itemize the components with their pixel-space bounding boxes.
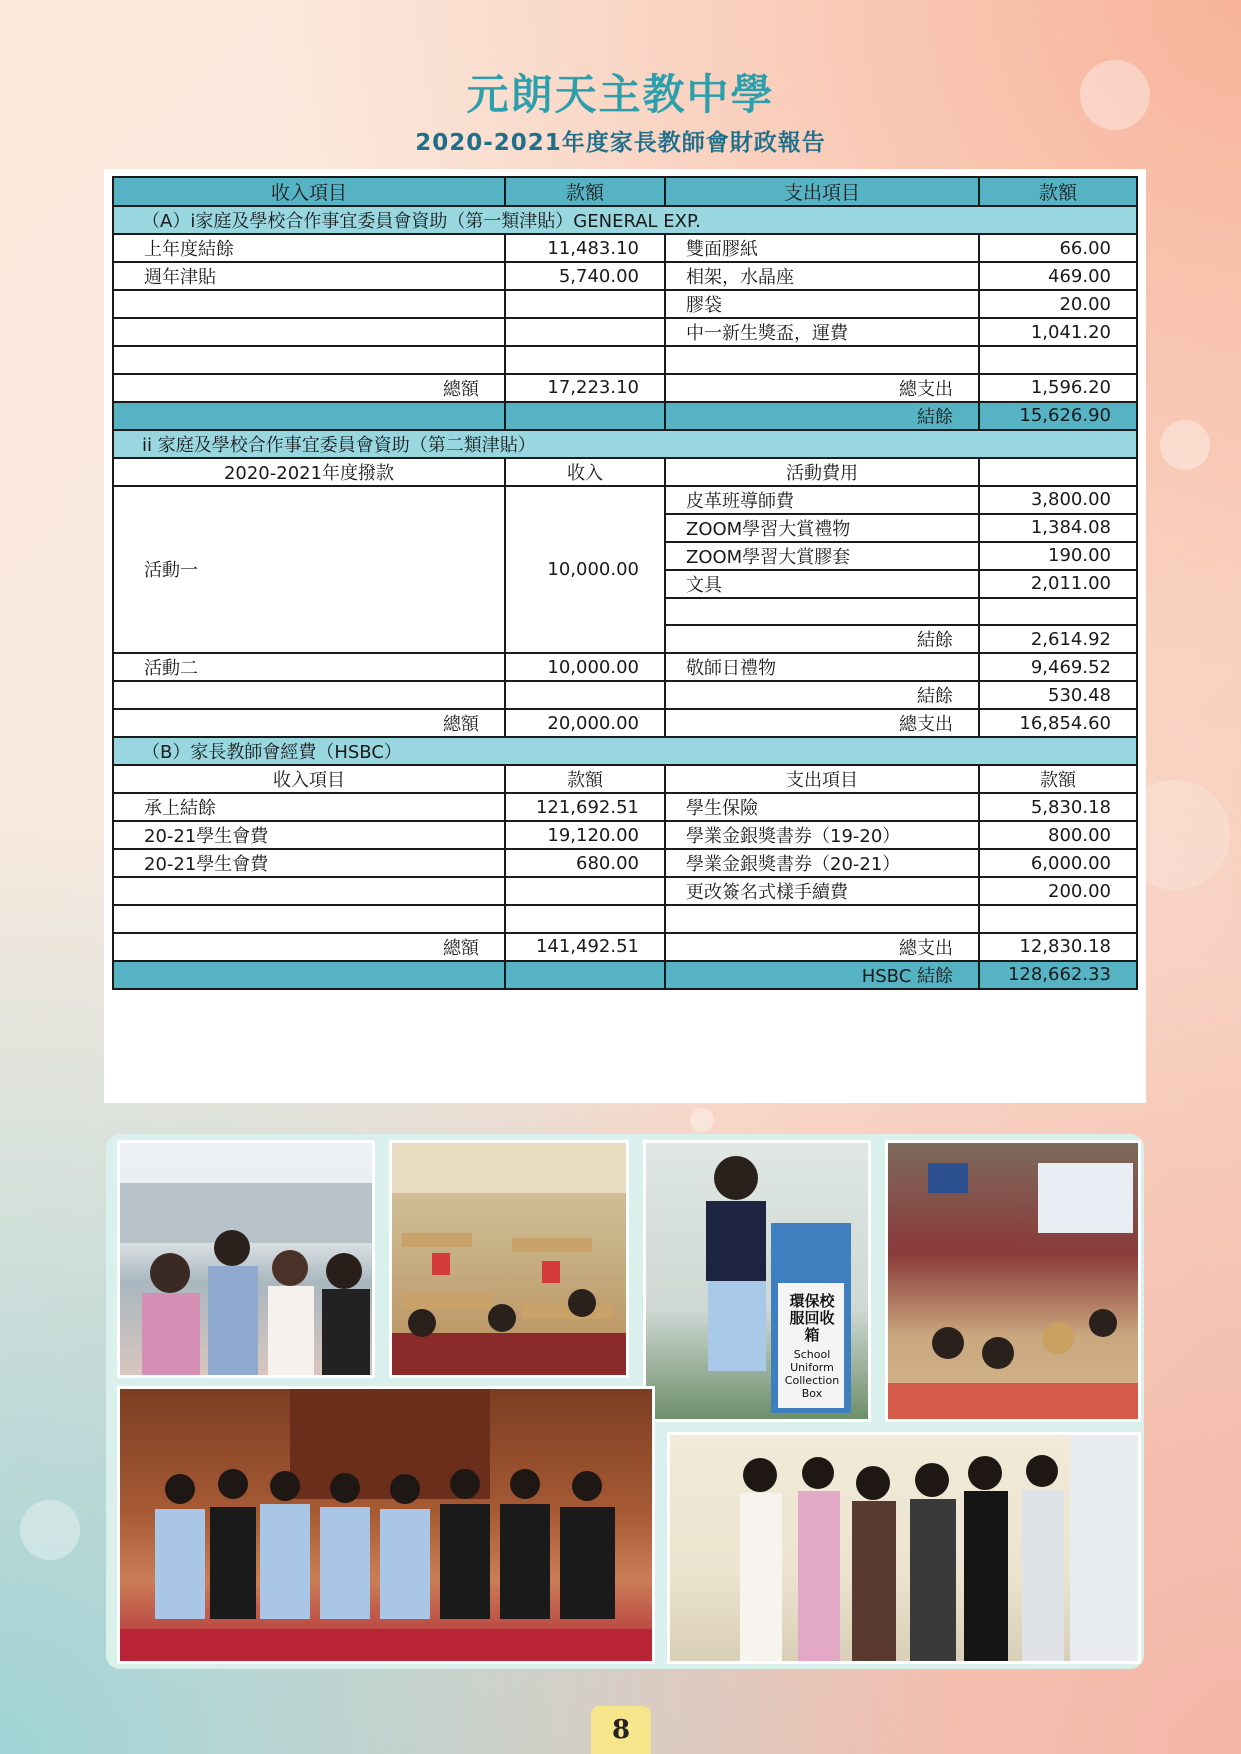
activity-label: 活動二 [113, 653, 505, 681]
balance-label: HSBC 結餘 [665, 961, 979, 989]
expense-amount: 469.00 [979, 262, 1137, 290]
expense-amount: 20.00 [979, 290, 1137, 318]
table-row [113, 234, 1137, 262]
income-amount: 5,740.00 [505, 262, 665, 290]
income-item [113, 318, 505, 346]
total-amount: 141,492.51 [505, 933, 665, 961]
table-row [113, 821, 1137, 849]
table-row [113, 877, 1137, 905]
expense-amount [979, 598, 1137, 626]
total-expense-amount: 16,854.60 [979, 709, 1137, 737]
total-row [113, 374, 1137, 402]
expense-amount [979, 346, 1137, 374]
income-amount: 680.00 [505, 849, 665, 877]
table-row [113, 262, 1137, 290]
photo-library-group-art [120, 1143, 372, 1375]
expense-item: 學業金銀獎書券（19-20） [665, 821, 979, 849]
expense-amount: 66.00 [979, 234, 1137, 262]
activity-amount: 10,000.00 [505, 486, 665, 654]
activity-label: 活動一 [113, 486, 505, 654]
header-amount: 款額 [505, 765, 665, 793]
empty-cell [113, 402, 505, 430]
table-row [113, 681, 1137, 709]
header-expense: 支出項目 [665, 177, 979, 206]
page-number: 8 [591, 1706, 651, 1754]
total-label: 總額 [113, 709, 505, 737]
header-income: 2020-2021年度撥款 [113, 458, 505, 486]
expense-item: 皮革班導師費 [665, 486, 979, 514]
expense-item: 中一新生獎盃，運費 [665, 318, 979, 346]
table-row [113, 290, 1137, 318]
income-item: 20-21學生會費 [113, 849, 505, 877]
table-row [113, 653, 1137, 681]
table-row [113, 793, 1137, 821]
header-income: 收入項目 [113, 177, 505, 206]
total-expense-label: 總支出 [665, 709, 979, 737]
total-expense-amount: 12,830.18 [979, 933, 1137, 961]
income-item: 週年津貼 [113, 262, 505, 290]
empty-cell [113, 681, 505, 709]
income-item: 上年度結餘 [113, 234, 505, 262]
income-amount: 121,692.51 [505, 793, 665, 821]
bokeh-decoration [690, 1108, 714, 1132]
total-label: 總額 [113, 374, 505, 402]
income-item [113, 877, 505, 905]
balance-row [113, 961, 1137, 989]
expense-item: ZOOM學習大賞膠套 [665, 542, 979, 570]
total-amount: 17,223.10 [505, 374, 665, 402]
header-amount [979, 458, 1137, 486]
empty-cell [505, 402, 665, 430]
collection-box-sign-en: School Uniform Collection Box [784, 1348, 840, 1400]
photo-students-awards [117, 1386, 655, 1664]
header-amount: 款額 [505, 177, 665, 206]
total-amount: 20,000.00 [505, 709, 665, 737]
expense-amount: 5,830.18 [979, 793, 1137, 821]
expense-item: 文具 [665, 570, 979, 598]
income-amount: 19,120.00 [505, 821, 665, 849]
expense-amount: 1,041.20 [979, 318, 1137, 346]
section-a-title [113, 206, 1137, 234]
income-item [113, 346, 505, 374]
photo-collage [106, 1134, 1144, 1669]
section-title: （A）i家庭及學校合作事宜委員會資助（第一類津貼）GENERAL EXP. [113, 206, 1137, 234]
section-a2-title [113, 430, 1137, 458]
sub-header-row [113, 765, 1137, 793]
bokeh-decoration [1160, 420, 1210, 470]
total-expense-amount: 1,596.20 [979, 374, 1137, 402]
balance-amount: 530.48 [979, 681, 1137, 709]
finance-table-panel [104, 169, 1146, 1103]
table-row [113, 318, 1137, 346]
total-expense-label: 總支出 [665, 374, 979, 402]
photo-uniform-collection-box [643, 1140, 871, 1422]
photo-hall-art [888, 1143, 1138, 1419]
expense-item: 更改簽名式樣手續費 [665, 877, 979, 905]
photo-hall-meeting [885, 1140, 1141, 1422]
expense-item [665, 346, 979, 374]
income-amount [505, 318, 665, 346]
expense-item [665, 905, 979, 933]
income-amount [505, 905, 665, 933]
header-amount: 收入 [505, 458, 665, 486]
income-item: 20-21學生會費 [113, 821, 505, 849]
header-amount: 款額 [979, 177, 1137, 206]
school-name: 元朗天主教中學 [466, 70, 775, 119]
income-amount [505, 346, 665, 374]
balance-row [113, 402, 1137, 430]
expense-amount: 2,011.00 [979, 570, 1137, 598]
balance-label: 結餘 [665, 625, 979, 653]
income-amount: 11,483.10 [505, 234, 665, 262]
table-row [113, 346, 1137, 374]
table-row [113, 905, 1137, 933]
balance-label: 結餘 [665, 402, 979, 430]
total-row [113, 709, 1137, 737]
total-expense-label: 總支出 [665, 933, 979, 961]
income-item [113, 290, 505, 318]
empty-cell [505, 961, 665, 989]
income-item [113, 905, 505, 933]
expense-amount: 190.00 [979, 542, 1137, 570]
photo-parents-group [667, 1432, 1141, 1664]
section-title: （B）家長教師會經費（HSBC） [113, 737, 1137, 765]
report-title: 2020-2021年度家長教師會財政報告 [415, 130, 826, 156]
expense-item: 雙面膠紙 [665, 234, 979, 262]
empty-cell [113, 961, 505, 989]
expense-amount: 9,469.52 [979, 653, 1137, 681]
income-amount [505, 877, 665, 905]
expense-item: 膠袋 [665, 290, 979, 318]
balance-amount: 128,662.33 [979, 961, 1137, 989]
balance-amount: 2,614.92 [979, 625, 1137, 653]
finance-table [112, 176, 1138, 990]
header-expense: 支出項目 [665, 765, 979, 793]
table-row [113, 486, 1137, 514]
expense-item: 學業金銀獎書券（20-21） [665, 849, 979, 877]
section-title: ii 家庭及學校合作事宜委員會資助（第二類津貼） [113, 430, 1137, 458]
header-income: 收入項目 [113, 765, 505, 793]
photo-classroom [389, 1140, 629, 1378]
expense-amount: 6,000.00 [979, 849, 1137, 877]
empty-cell [505, 681, 665, 709]
photo-library-group [117, 1140, 375, 1378]
balance-amount: 15,626.90 [979, 402, 1137, 430]
activity-amount: 10,000.00 [505, 653, 665, 681]
header-expense: 活動費用 [665, 458, 979, 486]
expense-item: ZOOM學習大賞禮物 [665, 514, 979, 542]
expense-item: 學生保險 [665, 793, 979, 821]
photo-awards-art [120, 1389, 652, 1661]
bokeh-decoration [20, 1500, 80, 1560]
expense-item [665, 598, 979, 626]
income-item: 承上結餘 [113, 793, 505, 821]
expense-item: 相架，水晶座 [665, 262, 979, 290]
sub-header-row [113, 458, 1137, 486]
balance-label: 結餘 [665, 681, 979, 709]
expense-amount: 200.00 [979, 877, 1137, 905]
expense-amount: 3,800.00 [979, 486, 1137, 514]
income-amount [505, 290, 665, 318]
photo-parents-art [670, 1435, 1138, 1661]
section-b-title [113, 737, 1137, 765]
expense-amount: 800.00 [979, 821, 1137, 849]
expense-amount [979, 905, 1137, 933]
photo-classroom-art [392, 1143, 626, 1375]
header-amount: 款額 [979, 765, 1137, 793]
total-label: 總額 [113, 933, 505, 961]
collection-box-sign: 環保校服回收箱 [789, 1292, 835, 1344]
expense-item: 敬師日禮物 [665, 653, 979, 681]
table-header-row [113, 177, 1137, 206]
expense-amount: 1,384.08 [979, 514, 1137, 542]
table-row [113, 849, 1137, 877]
total-row [113, 933, 1137, 961]
